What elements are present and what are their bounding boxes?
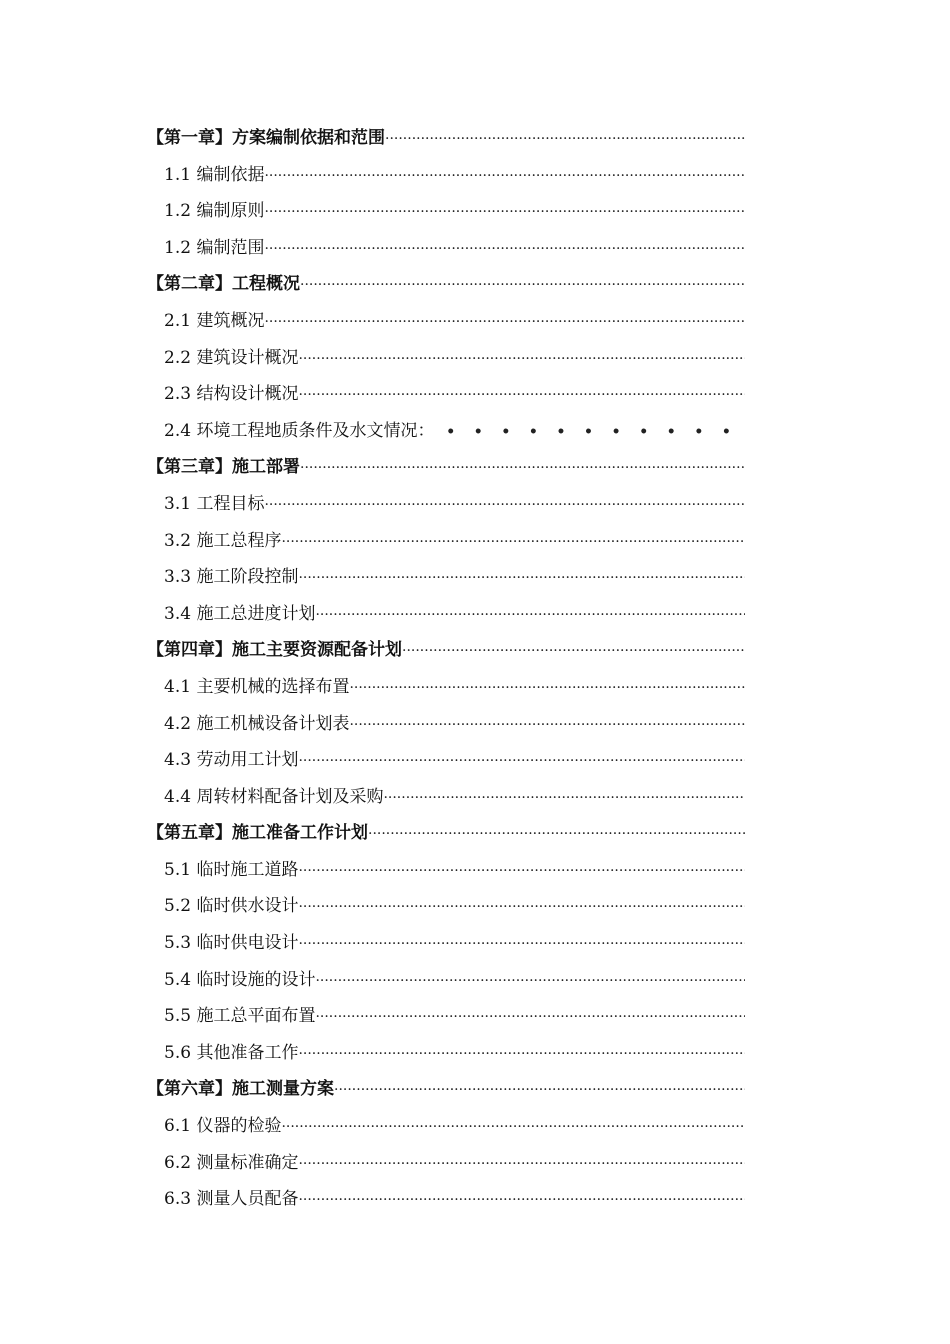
toc-dot-leader [300, 450, 745, 486]
toc-dot-leader [385, 121, 745, 157]
toc-dot-leader [298, 377, 745, 413]
toc-dot-leader [264, 487, 745, 523]
toc-dot-leader [315, 963, 745, 999]
toc-entry-label: 5.2 临时供水设计 [164, 896, 299, 917]
toc-entry-label: 6.1 仪器的检验 [164, 1116, 282, 1137]
toc-entry-label: 1.2 编制范围 [164, 237, 265, 258]
toc-chapter-entry[interactable] [147, 815, 745, 852]
toc-entry-label: 2.4 环境工程地质条件及水文情况： [164, 420, 435, 441]
toc-entry-label: 3.3 施工阶段控制 [164, 567, 299, 588]
toc-dot-leader [383, 780, 745, 816]
toc-entry-label: 4.3 劳动用工计划 [164, 750, 299, 771]
toc-section-entry[interactable] [147, 742, 745, 779]
toc-dot-leader [298, 853, 745, 889]
toc-section-entry[interactable] [147, 998, 745, 1035]
toc-dot-leader [298, 743, 745, 779]
toc-entry-label: 2.1 建筑概况 [164, 310, 265, 331]
toc-section-entry[interactable] [147, 925, 745, 962]
toc-section-entry[interactable] [147, 486, 745, 523]
table-of-contents [147, 120, 745, 1218]
toc-entry-label: 4.1 主要机械的选择布置 [164, 676, 350, 697]
toc-section-entry[interactable] [147, 376, 745, 413]
toc-entry-label: 【第六章】施工测量方案 [147, 1079, 334, 1100]
toc-entry-label: 1.1 编制依据 [164, 164, 265, 185]
toc-section-entry[interactable] [147, 157, 745, 194]
toc-section-entry[interactable] [147, 523, 745, 560]
toc-dot-leader [264, 194, 745, 230]
toc-dot-leader [281, 1109, 745, 1145]
toc-dot-leader [264, 304, 745, 340]
toc-entry-label: 5.5 施工总平面布置 [164, 1006, 316, 1027]
toc-entry-label: 【第三章】施工部署 [147, 457, 300, 478]
toc-entry-label: 4.2 施工机械设备计划表 [164, 713, 350, 734]
toc-section-entry[interactable] [147, 193, 745, 230]
toc-dot-leader [298, 926, 745, 962]
toc-dot-leader [349, 707, 745, 743]
toc-section-entry[interactable] [147, 596, 745, 633]
toc-section-entry[interactable] [147, 340, 745, 377]
toc-chapter-entry[interactable] [147, 120, 745, 157]
toc-entry-label: 【第五章】施工准备工作计划 [147, 823, 368, 844]
toc-entry-label: 【第四章】施工主要资源配备计划 [147, 640, 402, 661]
toc-section-entry[interactable] [147, 1035, 745, 1072]
toc-dot-leader [434, 414, 745, 450]
toc-section-entry[interactable] [147, 230, 745, 267]
toc-entry-label: 5.4 临时设施的设计 [164, 969, 316, 990]
toc-chapter-entry[interactable] [147, 632, 745, 669]
toc-dot-leader [300, 267, 745, 303]
toc-entry-label: 2.3 结构设计概况 [164, 384, 299, 405]
toc-chapter-entry[interactable] [147, 1071, 745, 1108]
toc-entry-label: 5.3 临时供电设计 [164, 933, 299, 954]
toc-dot-leader [298, 1146, 745, 1182]
toc-entry-label: 【第二章】工程概况 [147, 274, 300, 295]
toc-dot-leader [315, 999, 745, 1035]
toc-section-entry[interactable] [147, 706, 745, 743]
toc-section-entry[interactable] [147, 1108, 745, 1145]
toc-section-entry[interactable] [147, 303, 745, 340]
toc-entry-label: 5.1 临时施工道路 [164, 859, 299, 880]
toc-section-entry[interactable] [147, 559, 745, 596]
toc-section-entry[interactable] [147, 852, 745, 889]
toc-section-entry[interactable] [147, 1181, 745, 1218]
toc-section-entry[interactable] [147, 413, 745, 450]
toc-dot-leader [264, 158, 745, 194]
toc-dot-leader [298, 1036, 745, 1072]
toc-dot-leader [298, 560, 745, 596]
toc-entry-label: 1.2 编制原则 [164, 201, 265, 222]
toc-dot-leader [402, 633, 745, 669]
toc-entry-label: 4.4 周转材料配备计划及采购 [164, 786, 384, 807]
toc-entry-label: 2.2 建筑设计概况 [164, 347, 299, 368]
toc-entry-label: 3.1 工程目标 [164, 493, 265, 514]
toc-chapter-entry[interactable] [147, 266, 745, 303]
toc-entry-label: 6.2 测量标准确定 [164, 1152, 299, 1173]
toc-dot-leader [349, 670, 745, 706]
toc-section-entry[interactable] [147, 962, 745, 999]
toc-section-entry[interactable] [147, 1145, 745, 1182]
toc-dot-leader [281, 524, 745, 560]
toc-dot-leader [298, 341, 745, 377]
toc-section-entry[interactable] [147, 888, 745, 925]
toc-entry-label: 【第一章】方案编制依据和范围 [147, 128, 385, 148]
toc-chapter-entry[interactable] [147, 449, 745, 486]
toc-entry-label: 6.3 测量人员配备 [164, 1189, 299, 1210]
toc-dot-leader [264, 231, 745, 267]
toc-dot-leader [298, 889, 745, 925]
toc-entry-label: 3.2 施工总程序 [164, 530, 282, 551]
toc-section-entry[interactable] [147, 779, 745, 816]
toc-dot-leader [334, 1072, 745, 1108]
toc-entry-label: 5.6 其他准备工作 [164, 1042, 299, 1063]
toc-section-entry[interactable] [147, 669, 745, 706]
toc-dot-leader [298, 1182, 745, 1218]
toc-dot-leader [315, 597, 745, 633]
toc-entry-label: 3.4 施工总进度计划 [164, 603, 316, 624]
toc-dot-leader [368, 816, 745, 852]
